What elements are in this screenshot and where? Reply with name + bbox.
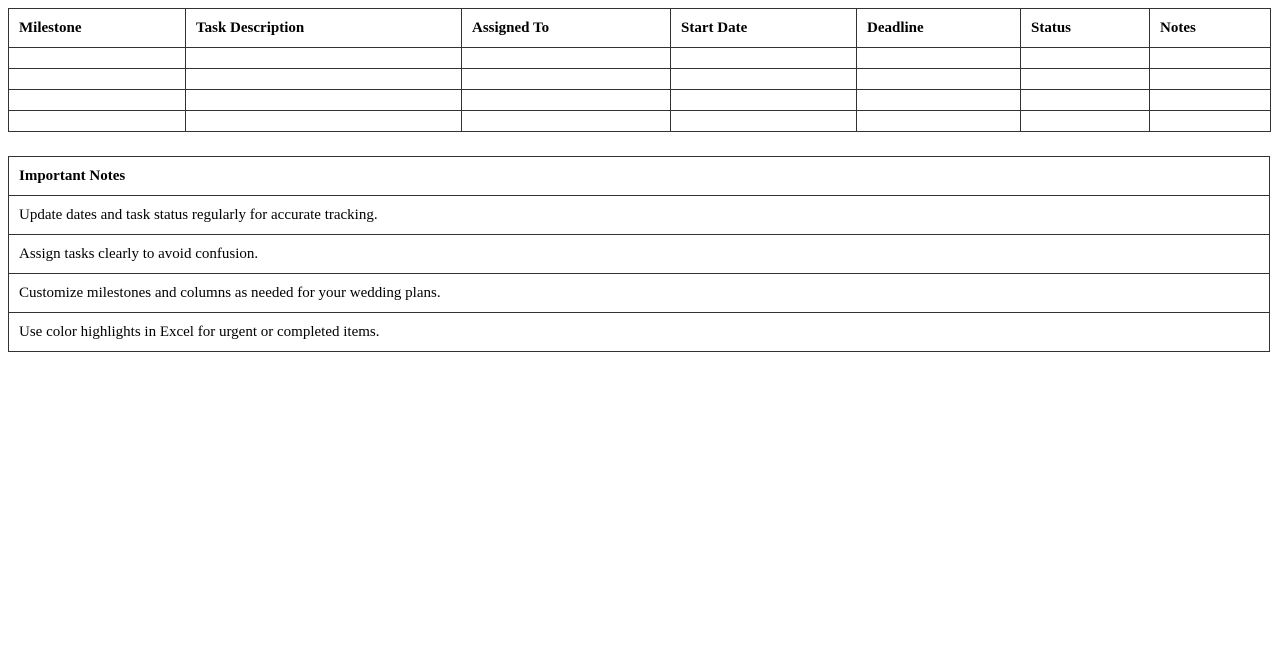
table-cell[interactable] — [671, 69, 857, 90]
table-cell[interactable] — [857, 111, 1021, 132]
notes-heading: Important Notes — [9, 157, 1270, 196]
table-cell[interactable] — [186, 48, 462, 69]
column-header-deadline: Deadline — [857, 9, 1021, 48]
table-cell[interactable] — [462, 90, 671, 111]
table-cell[interactable] — [186, 69, 462, 90]
table-cell[interactable] — [9, 48, 186, 69]
note-text: Update dates and task status regularly for accurate tracking. — [9, 196, 1270, 235]
column-header-status: Status — [1021, 9, 1150, 48]
note-text: Use color highlights in Excel for urgent or completed items. — [9, 313, 1270, 352]
notes-heading-row — [9, 157, 1270, 196]
list-item — [9, 196, 1270, 235]
table-header-row — [9, 9, 1271, 48]
note-text: Assign tasks clearly to avoid confusion. — [9, 235, 1270, 274]
table-cell[interactable] — [462, 48, 671, 69]
table-cell[interactable] — [1021, 69, 1150, 90]
table-cell[interactable] — [9, 111, 186, 132]
note-text: Customize milestones and columns as needed for your wedding plans. — [9, 274, 1270, 313]
table-cell[interactable] — [1021, 48, 1150, 69]
table-cell[interactable] — [9, 69, 186, 90]
table-cell[interactable] — [857, 90, 1021, 111]
table-row — [9, 111, 1271, 132]
column-header-notes: Notes — [1150, 9, 1271, 48]
table-cell[interactable] — [1021, 111, 1150, 132]
list-item — [9, 274, 1270, 313]
list-item — [9, 313, 1270, 352]
column-header-start-date: Start Date — [671, 9, 857, 48]
column-header-assigned-to: Assigned To — [462, 9, 671, 48]
table-cell[interactable] — [462, 69, 671, 90]
list-item — [9, 235, 1270, 274]
table-cell[interactable] — [857, 69, 1021, 90]
table-cell[interactable] — [857, 48, 1021, 69]
column-header-task-description: Task Description — [186, 9, 462, 48]
table-cell[interactable] — [1150, 111, 1271, 132]
table-cell[interactable] — [186, 111, 462, 132]
table-cell[interactable] — [671, 48, 857, 69]
table-row — [9, 48, 1271, 69]
table-cell[interactable] — [462, 111, 671, 132]
table-cell[interactable] — [1150, 90, 1271, 111]
table-cell[interactable] — [671, 90, 857, 111]
table-row — [9, 69, 1271, 90]
table-cell[interactable] — [671, 111, 857, 132]
table-row — [9, 90, 1271, 111]
table-cell[interactable] — [1150, 48, 1271, 69]
table-cell[interactable] — [1150, 69, 1271, 90]
wedding-task-table — [8, 8, 1271, 132]
column-header-milestone: Milestone — [9, 9, 186, 48]
table-cell[interactable] — [186, 90, 462, 111]
important-notes-table — [8, 156, 1270, 352]
table-cell[interactable] — [9, 90, 186, 111]
table-cell[interactable] — [1021, 90, 1150, 111]
